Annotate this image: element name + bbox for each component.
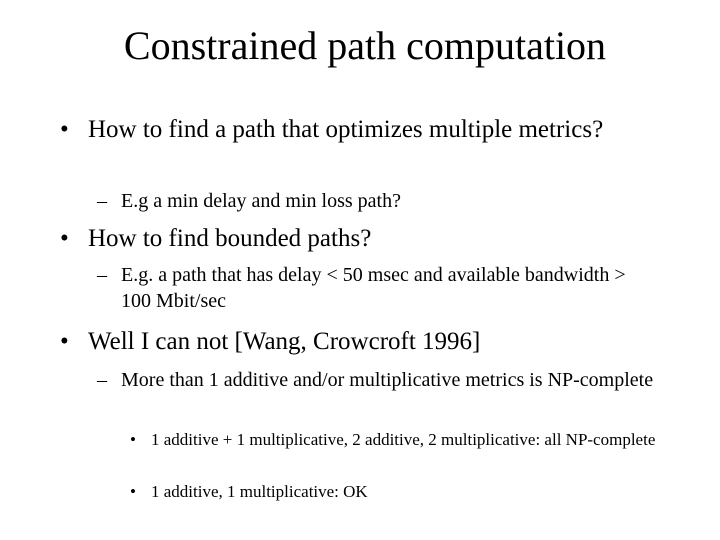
sub-bullet-item (97, 367, 657, 393)
slide-title: Constrained path computation (123, 23, 607, 68)
dash-marker: – (97, 190, 107, 212)
bullet-marker: • (130, 430, 136, 449)
bullet-text: How to find a path that optimizes multiple metrics? (88, 116, 604, 143)
bullet-marker: • (60, 225, 69, 252)
sub-bullet-text: More than 1 additive and/or multiplicative metrics is NP-complete (121, 369, 654, 391)
bullet-marker: • (60, 116, 69, 143)
bullet-item (60, 327, 660, 357)
sub-bullet-text: E.g a min delay and min loss path? (121, 190, 401, 212)
sub-sub-bullet-text: 1 additive, 1 multiplicative: OK (151, 482, 368, 501)
bullet-item (60, 115, 620, 145)
sub-bullet-item (97, 188, 657, 214)
bullet-text: Well I can not [Wang, Crowcroft 1996] (88, 328, 481, 355)
dash-marker: – (97, 369, 107, 391)
sub-sub-bullet-item (130, 481, 670, 503)
sub-sub-bullet-item (130, 429, 670, 451)
sub-bullet-item (97, 262, 657, 314)
bullet-marker: • (130, 482, 136, 501)
dash-marker: – (97, 264, 107, 286)
bullet-text: How to find bounded paths? (88, 225, 372, 252)
sub-bullet-text: E.g. a path that has delay < 50 msec and available bandwidth > 100 Mbit/sec (121, 264, 626, 312)
bullet-item (60, 224, 660, 254)
bullet-marker: • (60, 328, 69, 355)
sub-sub-bullet-text: 1 additive + 1 multiplicative, 2 additive, 2 multiplicative: all NP-complete (151, 430, 656, 449)
